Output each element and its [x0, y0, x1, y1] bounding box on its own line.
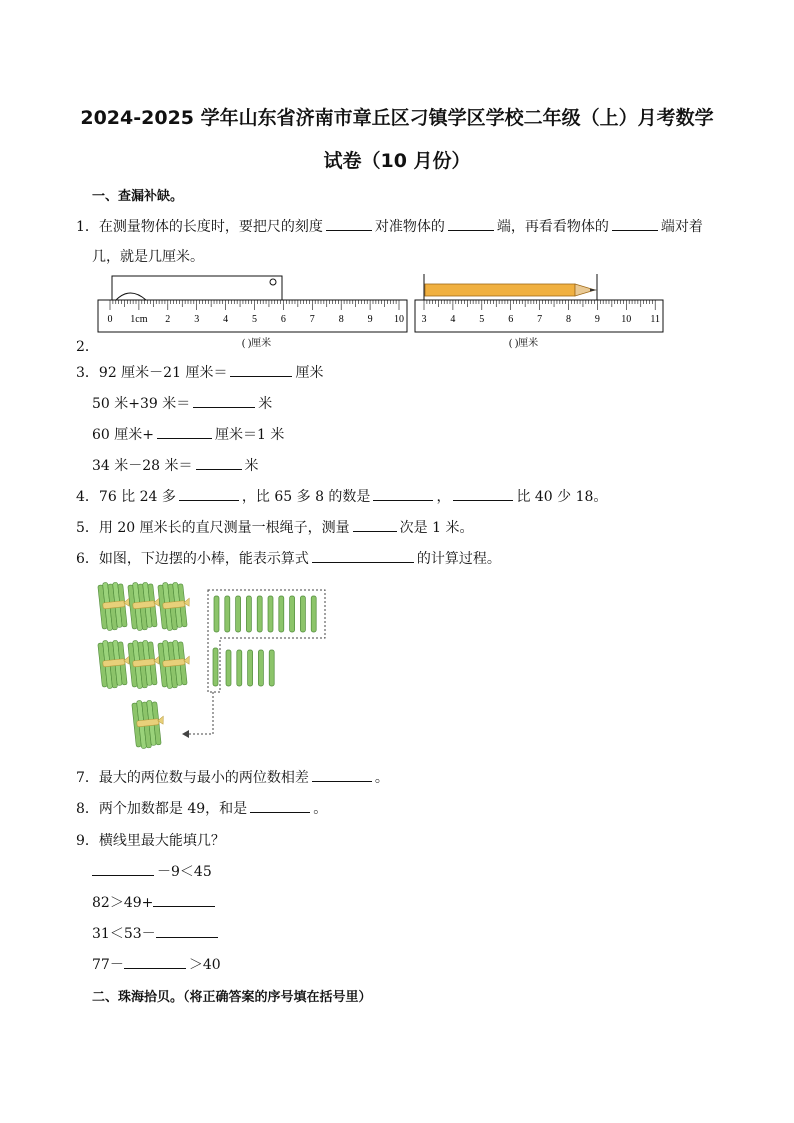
q8-number: 8．	[76, 801, 99, 817]
q2-number: 2．	[76, 339, 99, 355]
object-hole-icon	[270, 279, 276, 285]
ruler-tick-label: 9	[367, 314, 373, 325]
q2-rulers-figure	[92, 272, 672, 352]
q1-continuation: 几，就是几厘米。	[92, 249, 204, 265]
page-title-line1: 2024-2025 学年山东省济南市章丘区刁镇学区学校二年级（上）月考数学	[80, 107, 714, 129]
q5-text-b: 次是 1 米。	[399, 520, 474, 536]
pencil-icon	[425, 284, 597, 296]
q9-blank-4[interactable]	[124, 954, 186, 969]
q5-blank[interactable]	[353, 517, 397, 532]
question-9	[76, 830, 225, 850]
q9-expr-2: 82＞49+	[92, 895, 154, 911]
q3-expr-4: 34 米－28 米＝	[92, 458, 193, 474]
ruler-tick-label: 9	[594, 314, 600, 325]
ruler-tick-label: 10	[394, 314, 404, 325]
loose-stick-icon	[279, 596, 284, 632]
loose-stick-icon	[248, 650, 253, 686]
q4-number: 4．	[76, 489, 99, 505]
q8-blank[interactable]	[250, 798, 310, 813]
q3-unit-1: 厘米	[295, 365, 324, 381]
q4-text-c: ，	[436, 489, 451, 505]
loose-stick-icon	[214, 596, 219, 632]
loose-stick-icon	[257, 596, 262, 632]
loose-stick-icon	[225, 596, 230, 632]
ruler-1-answer-paren: ( )厘米	[242, 338, 272, 349]
q3-expr-2: 50 米+39 米＝	[92, 396, 191, 412]
q4-blank-2[interactable]	[373, 486, 433, 501]
question-7	[76, 767, 389, 787]
q1-blank-1[interactable]	[326, 216, 372, 231]
q3-blank-3[interactable]	[157, 424, 212, 439]
q3-line-3	[92, 424, 284, 444]
q3-expr-1: 92 厘米－21 厘米＝	[98, 365, 228, 381]
q3-line-4	[92, 455, 259, 475]
loose-stick-icon	[290, 596, 295, 632]
q9-line-1	[92, 861, 212, 881]
ruler-tick-label: 3	[194, 314, 200, 325]
q9-blank-2[interactable]	[153, 892, 215, 907]
q9-expr-4a: 77－	[92, 957, 124, 973]
object-arc-icon	[116, 293, 146, 300]
q6-number: 6．	[76, 551, 99, 567]
q3-expr-3: 60 厘米+	[92, 427, 154, 443]
q1-text-2: 对准物体的	[374, 219, 445, 235]
q5-number: 5．	[76, 520, 99, 536]
q7-text-a: 最大的两位数与最小的两位数相差	[98, 770, 309, 786]
q3-unit-4: 米	[244, 458, 259, 474]
ruler-tick-label: 5	[252, 314, 257, 325]
ruler-tick-label: 4	[450, 314, 456, 325]
ruler-tick-label: 5	[479, 314, 485, 325]
q3-blank-1[interactable]	[230, 362, 292, 377]
arrow-icon	[186, 692, 213, 734]
loose-stick-icon	[237, 650, 242, 686]
q9-line-4	[92, 954, 221, 974]
loose-stick-icon	[258, 650, 263, 686]
ruler-tick-label: 7	[537, 314, 543, 325]
q8-text-a: 两个加数都是 49，和是	[98, 801, 248, 817]
q6-blank[interactable]	[312, 548, 414, 563]
q9-expr-1: －9＜45	[157, 864, 212, 880]
q7-number: 7．	[76, 770, 99, 786]
loose-stick-icon	[246, 596, 251, 632]
loose-stick-icon	[268, 596, 273, 632]
measured-object-bar	[112, 276, 282, 300]
q9-line-2	[92, 892, 218, 912]
question-6	[76, 548, 501, 568]
stick-bundle-icon	[158, 580, 193, 631]
loose-stick-icon	[236, 596, 241, 632]
loose-sticks-row-1	[214, 596, 316, 632]
ruler-tick-label: 10	[621, 314, 632, 325]
q3-blank-2[interactable]	[193, 393, 255, 408]
q3-unit-3: 厘米＝1 米	[215, 427, 285, 443]
question-4	[76, 486, 607, 506]
q6-sticks-figure	[94, 578, 334, 750]
loose-sticks-row-2	[213, 648, 274, 686]
q3-line-2	[92, 393, 272, 413]
q4-blank-1[interactable]	[179, 486, 239, 501]
stick-bundle-icon	[98, 580, 133, 631]
ruler-tick-label: 4	[223, 314, 229, 325]
page-title-line2: 试卷（10 月份）	[323, 150, 471, 172]
q3-blank-4[interactable]	[196, 455, 242, 470]
q3-unit-2: 米	[258, 396, 273, 412]
q7-text-b: 。	[374, 770, 389, 786]
ruler-tick-label: 6	[508, 314, 514, 325]
ruler-tick-label: 0	[107, 314, 113, 325]
loose-stick-icon	[311, 596, 316, 632]
q6-text-a: 如图，下边摆的小棒，能表示算式	[98, 551, 309, 567]
q6-text-b: 的计算过程。	[416, 551, 501, 567]
q4-text-b: ，比 65 多 8 的数是	[241, 489, 371, 505]
stick-bundle-icon	[98, 638, 133, 689]
question-1	[76, 216, 703, 236]
section2-heading: 二、珠海拾贝。（将正确答案的序号填在括号里）	[92, 990, 372, 1005]
q9-expr-4b: ＞40	[188, 957, 221, 973]
q1-number: 1．	[76, 219, 99, 235]
ruler-tick-label: 8	[566, 314, 571, 325]
q9-expr-3: 31＜53－	[92, 926, 156, 942]
q1-text-1: 在测量物体的长度时，要把尺的刻度	[98, 219, 323, 235]
stick-bundle-icon	[158, 638, 193, 689]
q4-blank-3[interactable]	[453, 486, 513, 501]
ruler-2-answer-paren: ( )厘米	[509, 338, 539, 349]
question-5	[76, 517, 473, 537]
ruler-tick-label: 1cm	[130, 314, 148, 325]
ruler-tick-label: 7	[309, 314, 315, 325]
q4-text-a: 76 比 24 多	[98, 489, 176, 505]
loose-stick-icon	[269, 650, 274, 686]
ruler-tick-label: 11	[650, 314, 661, 325]
q4-text-d: 比 40 少 18。	[516, 489, 608, 505]
q5-text-a: 用 20 厘米长的直尺测量一根绳子，测量	[98, 520, 350, 536]
q9-line-3	[92, 923, 221, 943]
q9-blank-1[interactable]	[92, 861, 154, 876]
stick-bundle-icon	[128, 580, 163, 631]
q1-text-4: 端对着	[660, 219, 703, 235]
q9-number: 9．	[76, 833, 99, 849]
stick-bundle-icon	[128, 638, 163, 689]
ruler-tick-label: 3	[421, 314, 427, 325]
q9-blank-3[interactable]	[156, 923, 218, 938]
q1-blank-2[interactable]	[448, 216, 494, 231]
q9-text-a: 横线里最大能填几？	[98, 833, 225, 849]
q3-line-1	[76, 362, 323, 382]
ruler-tick-label: 6	[280, 314, 286, 325]
q8-text-b: 。	[313, 801, 328, 817]
ruler-tick-label: 2	[165, 314, 171, 325]
loose-stick-icon	[300, 596, 305, 632]
question-8	[76, 798, 327, 818]
loose-stick-icon	[226, 650, 231, 686]
section1-heading: 一、查漏补缺。	[92, 189, 184, 204]
q7-blank[interactable]	[312, 767, 372, 782]
q1-blank-3[interactable]	[612, 216, 658, 231]
ruler-tick-label: 8	[338, 314, 344, 325]
loose-stick-icon	[213, 648, 218, 686]
q3-number: 3．	[76, 365, 99, 381]
stick-bundle-icon	[132, 698, 167, 749]
q1-text-3: 端，再看看物体的	[496, 219, 609, 235]
